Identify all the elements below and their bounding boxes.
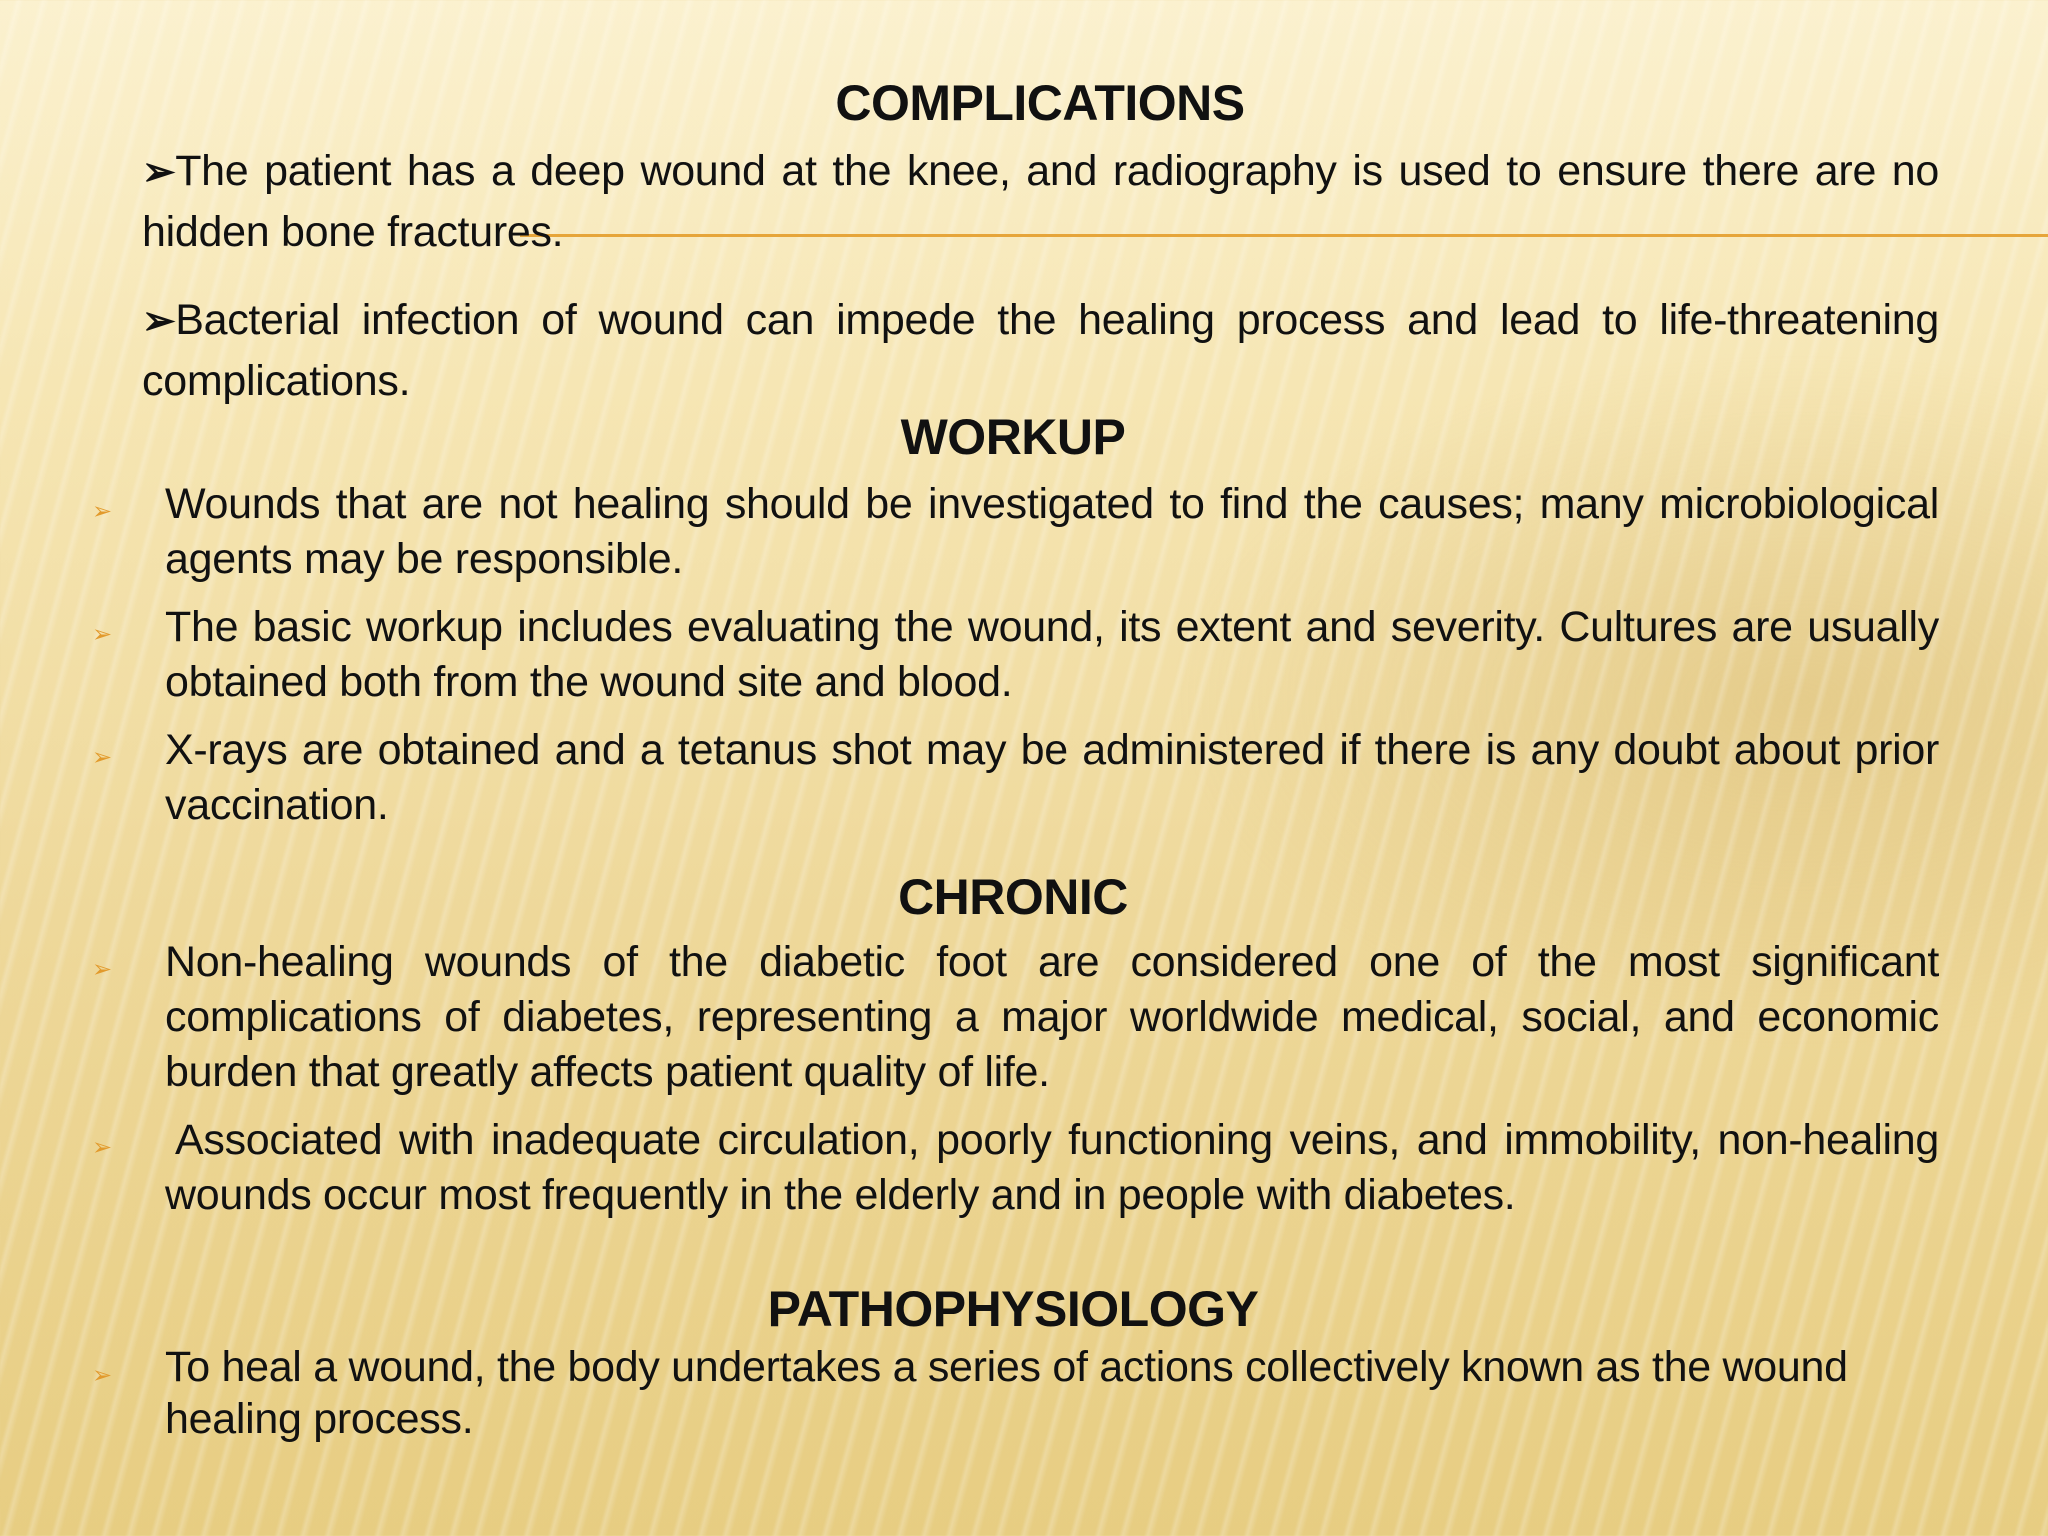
pathophysiology-heading: PATHOPHYSIOLOGY (767, 1281, 1259, 1337)
arrow-bullet-icon: ➢ (142, 150, 176, 194)
arrowhead-bullet-icon: ➢ (92, 744, 113, 771)
workup-item: X-rays are obtained and a tetanus shot may be administered if there is any doubt about prior vaccination. (165, 726, 1939, 829)
arrowhead-bullet-icon: ➢ (92, 1362, 113, 1389)
complications-item-text: The patient has a deep wound at the knee, and radiography is used to ensure there are no hidden bone fractures. (142, 147, 1939, 256)
chronic-heading: CHRONIC (898, 869, 1128, 925)
workup-heading: WORKUP (900, 409, 1126, 465)
complications-item-text: Bacterial infection of wound can impede the healing process and lead to life-threatening complications. (142, 296, 1939, 405)
arrow-bullet-icon: ➢ (142, 299, 176, 343)
arrowhead-bullet-icon: ➢ (92, 1134, 113, 1161)
arrowhead-bullet-icon: ➢ (92, 498, 113, 525)
chronic-item: Non-healing wounds of the diabetic foot are considered one of the most significant complications of diabetes, representing a major worldwide medical, social, and economic burden that greatly affects patient quality of life. (165, 938, 1939, 1096)
pathophysiology-item: To heal a wound, the body undertakes a series of actions collectively known as the wound healing process. (165, 1343, 1848, 1443)
workup-item: The basic workup includes evaluating the wound, its extent and severity. Cultures are usually obtained both from the wound site and blood. (165, 603, 1939, 706)
complications-heading: COMPLICATIONS (835, 75, 1245, 131)
chronic-item: Associated with inadequate circulation, poorly functioning veins, and immobility, non-healing wounds occur most frequently in the elderly and in people with diabetes. (165, 1116, 1939, 1219)
arrowhead-bullet-icon: ➢ (92, 621, 113, 648)
complications-item (142, 290, 1939, 411)
complications-item (142, 141, 1939, 262)
arrowhead-bullet-icon: ➢ (92, 956, 113, 983)
workup-item: Wounds that are not healing should be investigated to find the causes; many microbiological agents may be responsible. (165, 480, 1939, 583)
